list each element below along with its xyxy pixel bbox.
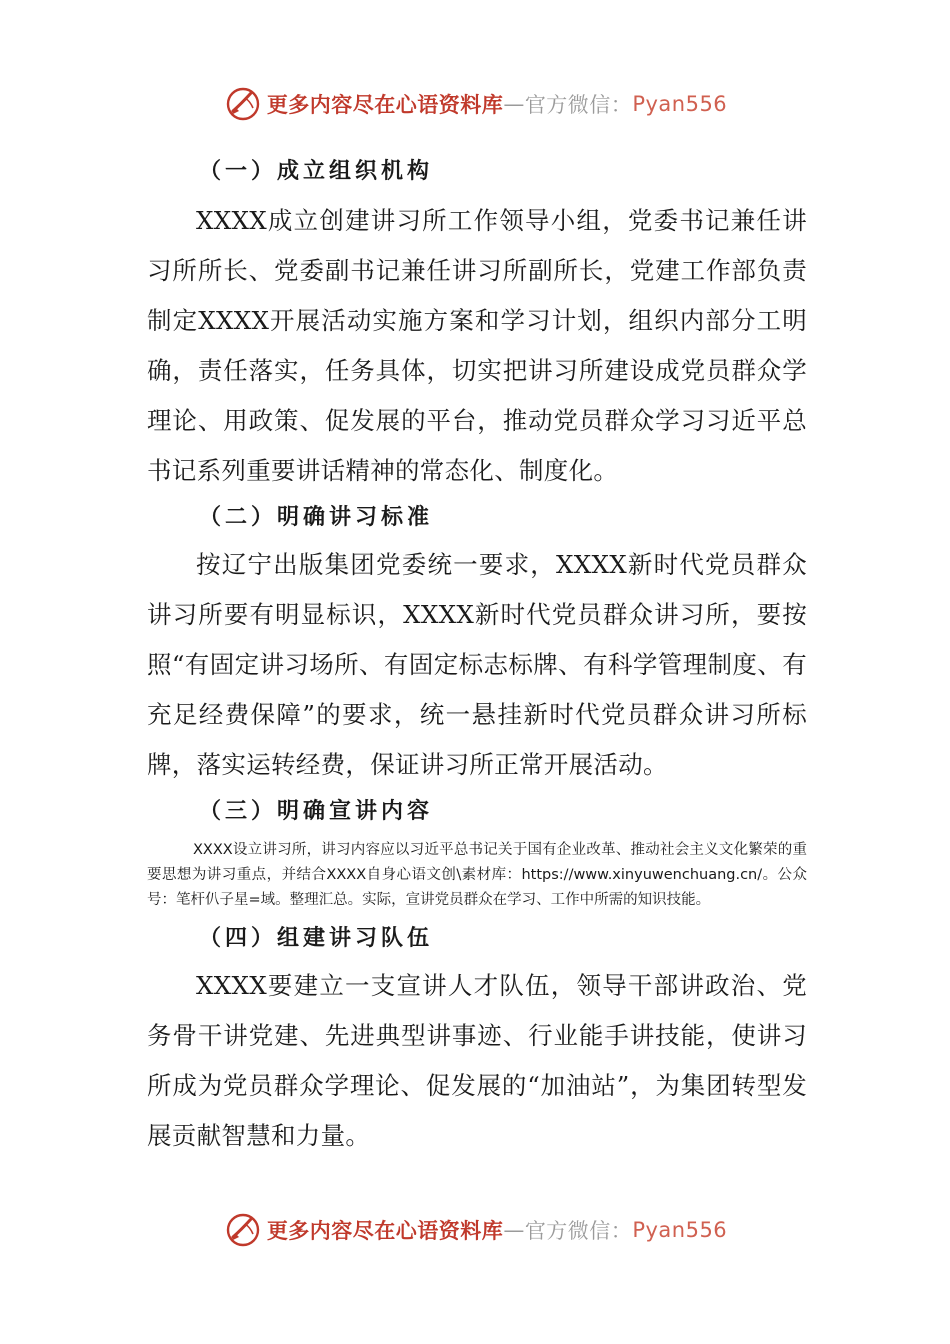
section-heading-4: （四）组建讲习队伍 <box>199 926 434 951</box>
section-paragraph-3: XXXX设立讲习所，讲习内容应以习近平总书记关于国有企业改革、推动社会主义文化繁荣的重要思想为讲习重点，并结合XXXX自身心语文创\素材库：https://www.xinyuwenchuang.cn/。公众号：笔杆仈子星=域。整理汇总。实际，宣讲党员群众在学习、工作中所需的知识技能。 <box>147 842 807 908</box>
banner-wechat-label: 官方微信： <box>524 1219 633 1243</box>
pen-logo-icon <box>223 1210 263 1250</box>
document-body <box>147 150 807 1161</box>
section-paragraph-2: 按辽宁出版集团党委统一要求，XXXX新时代党员群众讲习所要有明显标识，XXXX新时代党员群众讲习所，要按照“有固定讲习场所、有固定标志标牌、有科学管理制度、有充足经费保障”的要求，统一悬挂新时代党员群众讲习所标牌，落实运转经费，保证讲习所正常开展活动。 <box>147 550 807 779</box>
section-heading-2: （二）明确讲习标准 <box>199 505 434 530</box>
banner-dash: — <box>503 1218 525 1242</box>
banner-wechat-id: Pyan556 <box>632 1218 728 1242</box>
section-heading-3: （三）明确宣讲内容 <box>199 799 434 824</box>
banner-text <box>267 1215 727 1245</box>
banner-library-text: 更多内容尽在心语资料库 <box>266 1219 504 1243</box>
section-paragraph-4: XXXX要建立一支宣讲人才队伍，领导干部讲政治、党务骨干讲党建、先进典型讲事迹、行业能手讲技能，使讲习所成为党员群众学理论、促发展的“加油站”，为集团转型发展贡献智慧和力量。 <box>147 971 807 1150</box>
section-heading-1: （一）成立组织机构 <box>199 159 434 184</box>
pen-logo-icon <box>223 84 263 124</box>
banner-library-text: 更多内容尽在心语资料库 <box>266 93 504 117</box>
section-paragraph-1: XXXX成立创建讲习所工作领导小组，党委书记兼任讲习所所长、党委副书记兼任讲习所副所长，党建工作部负责制定XXXX开展活动实施方案和学习计划，组织内部分工明确，责任落实，任务具体，切实把讲习所建设成党员群众学理论、用政策、促发展的平台，推动党员群众学习习近平总书记系列重要讲话精神的常态化、制度化。 <box>147 206 807 485</box>
banner-dash: — <box>503 92 525 116</box>
banner-text <box>267 89 727 119</box>
banner-wechat-label: 官方微信： <box>524 93 633 117</box>
footer-watermark-banner <box>0 1206 950 1254</box>
header-watermark-banner <box>0 80 950 128</box>
banner-wechat-id: Pyan556 <box>632 92 728 116</box>
